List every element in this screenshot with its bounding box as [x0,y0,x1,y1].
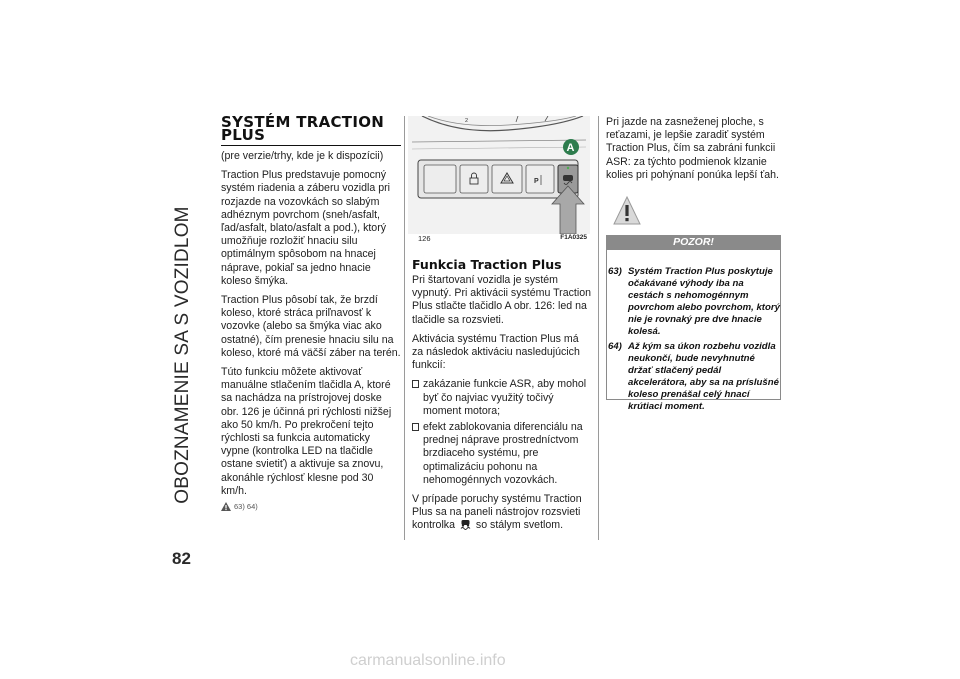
paragraph-functions-intro: Aktivácia systému Traction Plus má za následok aktiváciu nasledujúcich funkcií: [412,332,580,372]
warning-note-reference [221,502,401,511]
column-2 [412,257,592,539]
lock-switch [460,165,488,193]
list-item: zakázanie funkcie ASR, aby mohol byť čo najviac využitý točivý moment motora; [412,378,592,418]
callout-label-a: A [566,142,575,154]
column-3 [606,116,781,188]
dashboard-figure [408,116,590,234]
section-title: SYSTÉM TRACTION PLUS [221,113,385,144]
paragraph-intro: Traction Plus predstavuje pomocný systém riadenia a záberu vozidla pri rozjazde na vozovkách so slabým adhéznym povrchom (sneh/asfalt, ľad/asfalt, blato/asfalt a pod.), ktorý umožňuje rozložiť hnaciu silu optimálnym spôsobom na hnacej náprave, pokiaľ sa jedno hnacie koleso šmýka. [221,169,390,287]
function-list [412,378,592,487]
column-divider-right [598,116,599,540]
checkbox-bullet-icon [412,380,419,388]
figure-caption [408,234,590,246]
svg-text:P: P [534,178,539,185]
blank-switch [424,165,456,193]
warning-title-bar: POZOR! [606,235,781,250]
note-text: 63) 64) [234,502,258,512]
paragraph-activation: Túto funkciu môžete aktivovať manuálne stlačením tlačidla A, ktoré sa nachádza na prístrojovej doske obr. 126 je účinná pri rýchlosti nižšej ako 50 km/h. Po prekročení tejto rýchlosti sa funkcia automaticky vypne (kontrolka LED na tlačidle ostane svietiť) a aktivuje sa znovu, akonáhle rýchlosť klesne pod 30 km/h. [221,366,392,497]
footer-watermark: carmanualsonline.info [350,652,506,669]
warning-list [608,266,780,415]
side-section-title: OBOZNAMENIE SA S VOZIDLOM [172,206,193,504]
column-1 [221,113,401,512]
subsection-heading: Funkcia Traction Plus [412,257,562,272]
dial-number: 2 [465,118,469,124]
paragraph-fault: V prípade poruchy systému Traction Plus sa na paneli nástrojov rozsvieti kontrolka so stálym svetlom. [412,493,582,532]
skid-car-warning-icon [460,519,471,530]
paragraph-snow: Pri jazde na zasneženej ploche, s reťazami, je lepšie zaradiť systém Traction Plus, čím sa zabráni funkcii ASR: za týchto podmienok klzanie kolies pri pohýnaní ponúka lepší ťah. [606,116,779,181]
column-divider-left [404,116,405,540]
checkbox-bullet-icon [412,423,419,431]
list-item: efekt zablokovania diferenciálu na prednej náprave prostredníctvom brzdiaceho systému, pre optimalizáciu pohonu na nehomogénnych vozovkách. [412,421,592,487]
warning-item: 64) Až kým sa úkon rozbehu vozidla neukončí, bude nevyhnutné držať stlačený pedál akcelerátora, aby sa na príslušné koleso prenášal celý hnací krútiaci moment. [608,340,779,413]
figure-number: 126 [418,234,431,243]
title-rule [221,145,401,146]
paragraph-function: Traction Plus pôsobí tak, že brzdí koleso, ktoré stráca priľnavosť k vozovke (alebo sa šmýka viac ako ostatné), čím prenesie hnaciu silu na koleso, ktoré má väčší záber na terén. [221,294,401,359]
warning-triangle-icon [221,502,231,511]
parking-switch [526,165,554,193]
warning-triangle-icon [613,196,641,226]
subtitle: (pre verzie/trhy, kde je k dispozícii) [221,150,384,162]
paragraph-startup: Pri štartovaní vozidla je systém vypnutý. Pri aktivácii systému Traction Plus stlačte tlačidlo A obr. 126: led na tlačidle sa rozsvieti. [412,274,591,326]
hazard-switch [492,165,522,193]
warning-item: 63) Systém Traction Plus poskytuje očakávané výhody iba na cestách s nehomogénnym povrchom alebo povrchom, ktorý nie je rovnaký pre dve hnacie kolesá. [608,266,780,338]
page-number: 82 [172,549,191,568]
dashboard-illustration [408,116,590,234]
figure-code: F1A0325 [560,234,587,241]
